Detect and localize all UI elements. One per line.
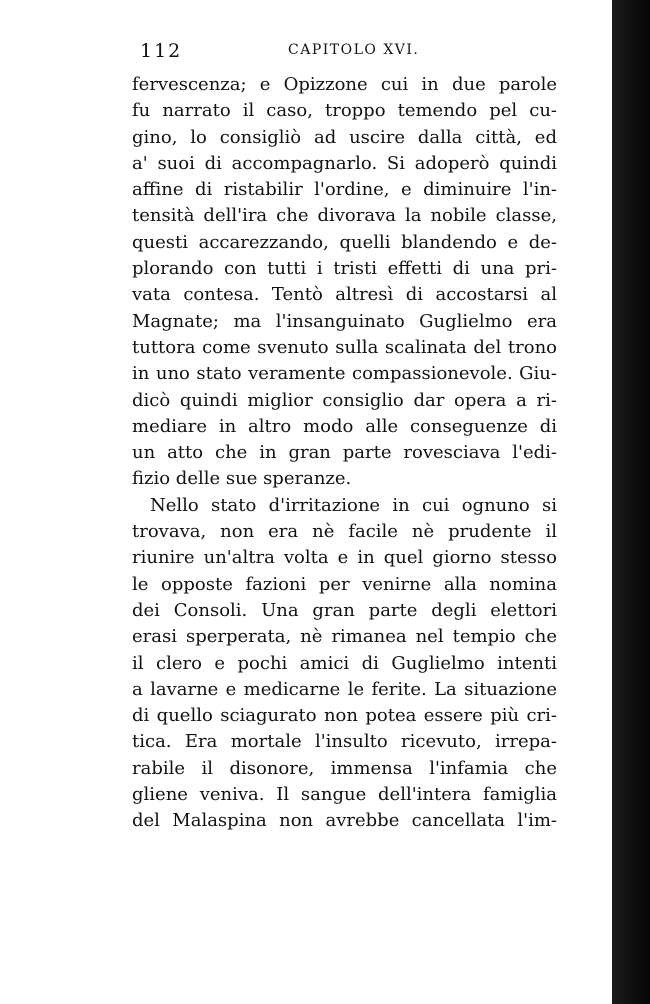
text-line: rabile il disonore, immensa l'infamia che — [132, 757, 557, 779]
text-line: fervescenza; e Opizzone cui in due parole — [132, 74, 557, 95]
text-line: tensità dell'ira che divorava la nobile classe, — [132, 205, 557, 227]
text-line: dicò quindi miglior consiglio dar opera a ri- — [132, 389, 557, 411]
text-line: le opposte fazioni per venirne alla nomina — [132, 573, 557, 595]
body-text — [132, 72, 557, 835]
text-line: gliene veniva. Il sangue dell'intera famiglia — [132, 784, 557, 806]
paragraph-2 — [132, 493, 557, 835]
text-line: mediare in altro modo alle conseguenze di — [132, 415, 557, 437]
text-line: dei Consoli. Una gran parte degli elettori — [132, 599, 557, 621]
text-line: fizio delle sue speranze. — [132, 468, 352, 490]
text-line: tica. Era mortale l'insulto ricevuto, irrepa- — [132, 731, 557, 753]
text-line: riunire un'altra volta e in quel giorno stesso — [132, 547, 557, 569]
text-line: erasi sperperata, nè rimanea nel tempio che — [132, 626, 557, 648]
text-line: un atto che in gran parte rovesciava l'edi- — [132, 442, 557, 464]
text-line: fu narrato il caso, troppo temendo pel cu- — [132, 100, 557, 122]
text-line: tuttora come svenuto sulla scalinata del trono — [132, 336, 557, 358]
text-line: a' suoi di accompagnarlo. Si adoperò quindi — [132, 152, 557, 174]
text-line: affine di ristabilir l'ordine, e diminuire l'in- — [132, 179, 557, 201]
text-line: di quello sciagurato non potea essere più cri- — [132, 705, 557, 727]
paragraph-1 — [132, 72, 557, 493]
book-gutter — [612, 0, 650, 1004]
text-line: a lavarne e medicarne le ferite. La situazione — [132, 678, 557, 700]
text-line: del Malaspina non avrebbe cancellata l'im- — [132, 810, 557, 832]
chapter-title: CAPITOLO XVI. — [288, 42, 420, 58]
text-line: il clero e pochi amici di Guglielmo intenti — [132, 652, 557, 674]
text-line: vata contesa. Tentò altresì di accostarsi al — [132, 284, 557, 306]
text-line: gino, lo consigliò ad uscire dalla città, ed — [132, 126, 557, 148]
text-line: Magnate; ma l'insanguinato Guglielmo era — [132, 310, 557, 332]
text-line: Nello stato d'irritazione in cui ognuno si — [150, 494, 557, 516]
running-header — [0, 40, 612, 70]
text-line: questi accarezzando, quelli blandendo e de- — [132, 231, 557, 253]
text-line: trovava, non era nè facile nè prudente il — [132, 521, 557, 543]
text-line: in uno stato veramente compassionevole. Giu- — [132, 363, 557, 385]
page-number: 112 — [140, 40, 183, 62]
text-line: plorando con tutti i tristi effetti di una pri- — [132, 258, 557, 280]
